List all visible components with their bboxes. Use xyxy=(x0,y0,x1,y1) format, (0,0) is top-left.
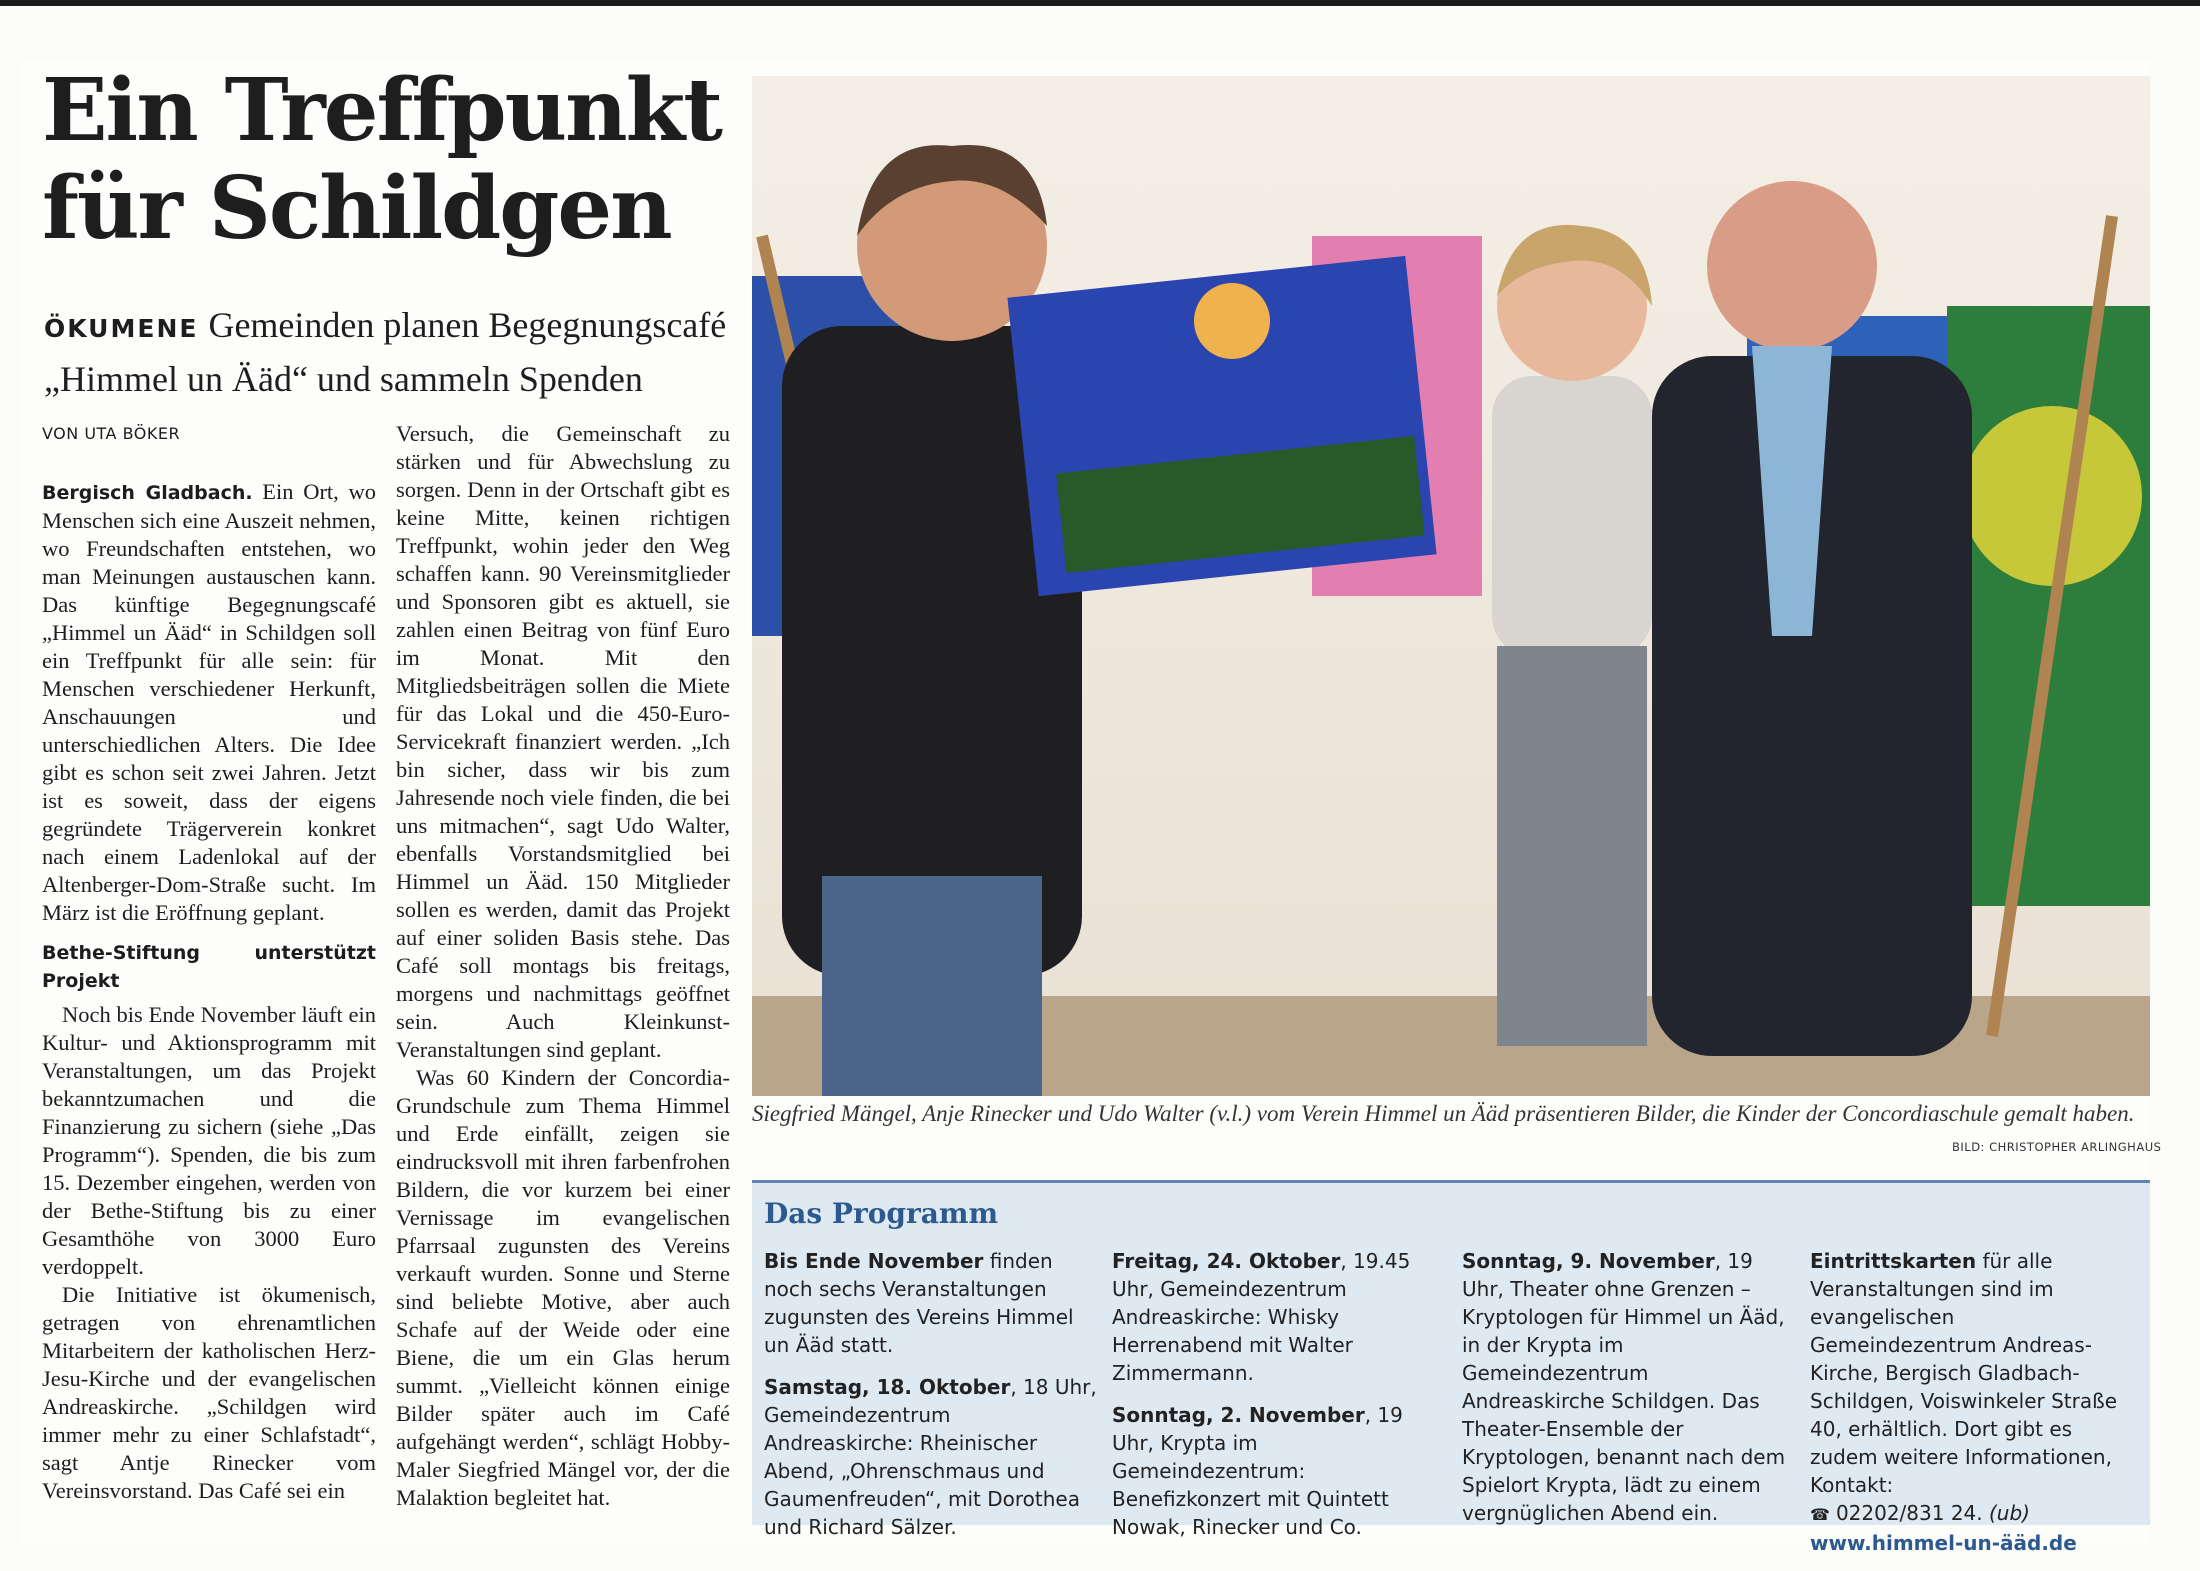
article-subheading: Bethe-Stiftung unterstützt Projekt xyxy=(42,942,376,992)
article-paragraph-1 xyxy=(42,478,376,927)
programme-url[interactable]: www.himmel-un-ääd.de xyxy=(1810,1531,2077,1555)
programme-item-3-lead: Freitag, 24. Oktober xyxy=(1112,1249,1341,1273)
programme-phone: 02202/831 24. xyxy=(1835,1501,1983,1525)
programme-item-6-lead: Eintrittskarten xyxy=(1810,1249,1977,1273)
paragraph-1-text: Ein Ort, wo Menschen sich eine Auszeit nehmen, wo Freundschaften entstehen, wo man Meinungen austauschen kann. Das künftige Begegnungscafé „Himmel un Ääd“ in Schildgen soll ein Treffpunkt für alle sein: für Menschen verschiedener Herkunft, Anschauungen und unterschiedlichen Alters. Die Idee gibt es schon seit zwei Jahren. Jetzt ist es soweit, dass der eigens gegründete Trägerverein konkret nach einem Ladenlokal auf der Altenberger-Dom-Straße sucht. Im März ist die Eröffnung geplant. xyxy=(42,479,376,925)
subheadline xyxy=(44,300,744,404)
article-paragraph-3: Die Initiative ist ökumenisch, getragen von ehrenamtlichen Mitarbeitern der katholischen Herz-Jesu-Kirche und der evangelischen Andreaskirche. „Schildgen wird immer mehr zu einer Schlafstadt“, sagt Antje Rinecker vom Vereinsvorstand. Das Café sei ein xyxy=(42,1282,376,1503)
programme-item-6-text: für alle Veranstaltungen sind im evangelischen Gemeindezentrum Andreas-Kirche, Bergisch Gladbach-Schildgen, Voiswinkeler Straße 40, erhältlich. Dort gibt es zudem weitere Informationen, Kontakt: xyxy=(1810,1249,2118,1497)
article-column-1 xyxy=(42,420,376,1505)
programme-item-1-lead: Bis Ende November xyxy=(764,1249,984,1273)
programme-column-3 xyxy=(1462,1247,1797,1541)
programme-item-4 xyxy=(1112,1401,1447,1541)
programme-item-5-text: , 19 Uhr, Theater ohne Grenzen – Kryptologen für Himmel un Ääd, in der Krypta im Gemeindezentrum Andreaskirche Schildgen. Das Theater-Ensemble der Kryptologen, benannt nach dem Spielort Krypta, lädt zu einem vergnüglichen Abend ein. xyxy=(1462,1249,1786,1525)
article-paragraph-4: Versuch, die Gemeinschaft zu stärken und für Abwechslung zu sorgen. Denn in der Ortschaft gibt es keine Mitte, keinen richtigen Treffpunkt, wohin jeder den Weg schaffen kann. 90 Vereinsmitglieder und Sponsoren gibt es aktuell, sie zahlen einen Beitrag von fünf Euro im Monat. Mit den Mitgliedsbeiträgen sollen die Miete für das Lokal und die 450-Euro-Servicekraft finanziert werden. „Ich bin sicher, dass wir bis zum Jahresende noch viele finden, die bei uns mitmachen“, sagt Udo Walter, ebenfalls Vorstandsmitglied bei Himmel un Ääd. 150 Mitglieder sollen es werden, damit das Projekt auf einer soliden Basis stehe. Das Café soll montags bis freitags, morgens und nachmittags geöffnet sein. Auch Kleinkunst-Veranstaltungen sind geplant. xyxy=(396,421,730,1062)
dateline: Bergisch Gladbach. xyxy=(42,482,253,504)
programme-column-4 xyxy=(1810,1247,2145,1571)
person-right-head xyxy=(1707,181,1877,351)
programme-item-2-lead: Samstag, 18. Oktober xyxy=(764,1375,1011,1399)
phone-icon: ☎ xyxy=(1810,1505,1830,1524)
person-middle-jeans xyxy=(1497,646,1647,1046)
top-rule xyxy=(0,0,2200,6)
photo-caption: Siegfried Mängel, Anje Rinecker und Udo Walter (v.l.) vom Verein Himmel un Ääd präsentieren Bilder, die Kinder der Concordiaschule gemalt haben. xyxy=(752,1101,2135,1126)
headline xyxy=(42,62,742,258)
programme-column-1 xyxy=(764,1247,1099,1555)
byline: VON UTA BÖKER xyxy=(42,424,181,443)
article-column-2 xyxy=(396,420,730,1512)
programme-item-4-lead: Sonntag, 2. November xyxy=(1112,1403,1365,1427)
programme-box xyxy=(752,1180,2150,1555)
programme-item-3-text: , 19.45 Uhr, Gemeindezentrum Andreaskirche: Whisky Herrenabend mit Walter Zimmermann. xyxy=(1112,1249,1411,1385)
headline-line-2: für Schildgen xyxy=(42,158,671,259)
painting-right-green xyxy=(1947,306,2150,906)
programme-item-5-lead: Sonntag, 9. November xyxy=(1462,1249,1715,1273)
programme-column-2 xyxy=(1112,1247,1447,1555)
photo xyxy=(752,76,2150,1096)
programme-item-1-text: finden noch sechs Veranstaltungen zugunsten des Vereins Himmel un Ääd statt. xyxy=(764,1249,1074,1357)
programme-item-1 xyxy=(764,1247,1099,1359)
kicker: ÖKUMENE xyxy=(44,314,199,343)
photo-credit: BILD: CHRISTOPHER ARLINGHAUS xyxy=(1952,1140,2162,1154)
person-middle-body xyxy=(1492,376,1652,656)
headline-line-1: Ein Treffpunkt xyxy=(42,60,721,161)
programme-title: Das Programm xyxy=(764,1197,999,1230)
programme-item-5 xyxy=(1462,1247,1797,1527)
programme-item-4-text: , 19 Uhr, Krypta im Gemeindezentrum: Benefizkonzert mit Quintett Nowak, Rinecker und Co. xyxy=(1112,1403,1403,1539)
held-painting-sun xyxy=(1194,283,1270,359)
article-paragraph-5: Was 60 Kindern der Concordia-Grundschule zum Thema Himmel und Erde einfällt, zeigen sie eindrucksvoll mit ihren farbenfrohen Bildern, die vor kurzem bei einer Vernissage im evangelischen Pfarrsaal zugunsten des Vereins verkauft wurden. Sonne und Sterne sind beliebte Motive, aber auch Schafe auf der Weide oder eine Biene, die um ein Glas herum summt. „Vielleicht können einige Bilder später auch im Café aufgehängt werden“, schlägt Hobby-Maler Siegfried Mängel vor, der die Malaktion begleitet hat. xyxy=(396,1065,730,1510)
subheadline-text: Gemeinden planen Begegnungscafé „Himmel un Ääd“ und sammeln Spenden xyxy=(44,305,727,399)
programme-item-2 xyxy=(764,1373,1099,1541)
programme-author-sign: (ub) xyxy=(1989,1501,2030,1525)
article-paragraph-2: Noch bis Ende November läuft ein Kultur- und Aktionsprogramm mit Veranstaltungen, um das Projekt bekanntzumachen und die Finanzierung zu sichern (siehe „Das Programm“). Spenden, die bis zum 15. Dezember eingehen, werden von der Bethe-Stiftung bis zu einer Gesamthöhe von 3000 Euro verdoppelt. xyxy=(42,1002,376,1279)
person-left-jeans xyxy=(822,876,1042,1096)
programme-item-6 xyxy=(1810,1247,2145,1557)
programme-item-3 xyxy=(1112,1247,1447,1387)
painting-sun xyxy=(1962,406,2142,586)
programme-item-2-text: , 18 Uhr, Gemeindezentrum Andreaskirche: Rheinischer Abend, „Ohrenschmaus und Gaumenfreuden“, mit Dorothea und Richard Sälzer. xyxy=(764,1375,1097,1539)
